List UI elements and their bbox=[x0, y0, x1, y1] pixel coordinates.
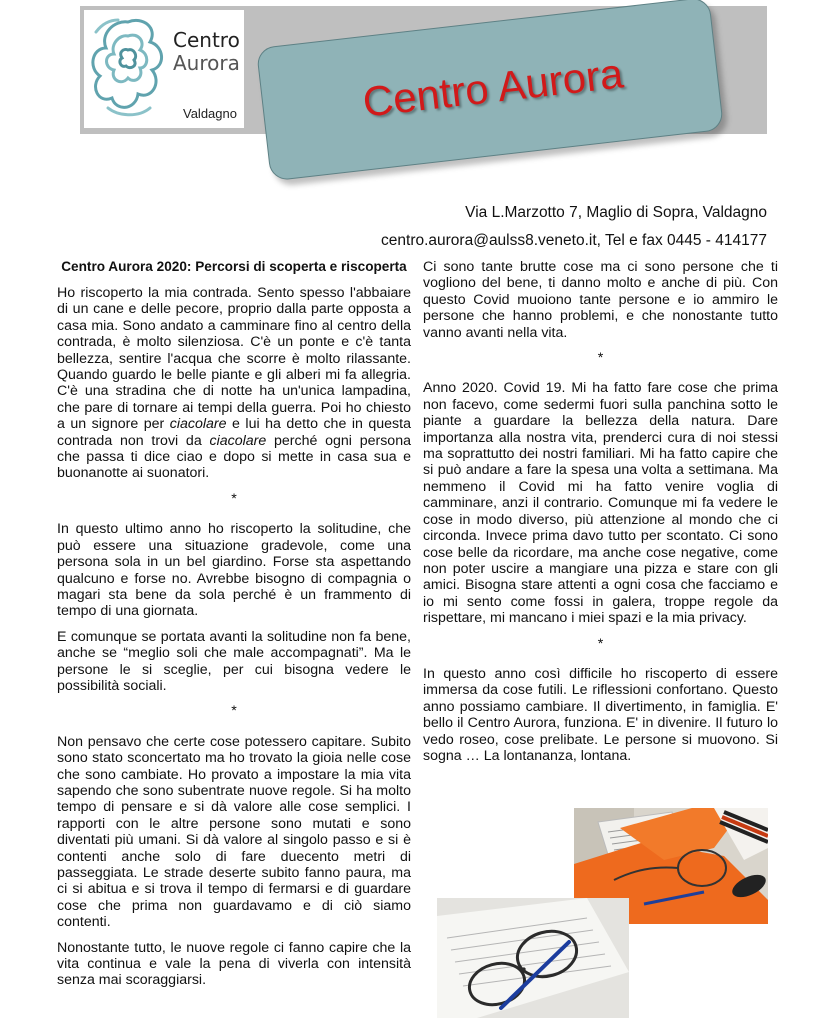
paragraph: Ci sono tante brutte cose ma ci sono persone che ti vogliono del bene, ti danno molto e anche di più. Con questo Covid muoiono tante persone e io ammiro le persone che hanno problemi, e che nonostante tutto vanno avanti nella vita. bbox=[423, 259, 778, 341]
contact-line: centro.aurora@aulss8.veneto.it, Tel e fax 0445 - 414177 bbox=[381, 232, 767, 249]
paragraph-text: Ho riscoperto la mia contrada. Sento spesso l'abbaiare di un cane e delle pecore, proprio dalla parte opposta a casa mia. Sono andato a camminare fino al centro della contrada, è molto silenziosa. C'è un ponte e c'è tanta bellezza, sentire l'acqua che scorre è molto rilassante. Quando guardo le belle piante e gli alberi mi fa allegria. C'è una stradina che di notte ha un'unica lampadina, che pare di tornare ai tempi della guerra. Poi ho chiesto a un signore per bbox=[57, 285, 411, 433]
logo-subtitle: Valdagno bbox=[183, 106, 237, 121]
logo bbox=[84, 10, 244, 128]
address-line: Via L.Marzotto 7, Maglio di Sopra, Valdagno bbox=[465, 204, 767, 221]
article-column-right bbox=[423, 259, 778, 773]
paragraph: Nonostante tutto, le nuove regole ci fanno capire che la vita continua e vale la pena di viverla con intensità senza mai scoraggiarsi. bbox=[57, 939, 411, 989]
paragraph: E comunque se portata avanti la solitudine non fa bene, anche se “meglio soli che male accompagnati”. Ma le persone le si sceglie, per cui bisogna vedere le possibilità sociali. bbox=[57, 628, 411, 694]
paragraph: In questo ultimo anno ho riscoperto la solitudine, che può essere una situazione gradevole, come una persona sola in un bel giardino. Forse sta aspettando qualcuno e forse no. Avrebbe bisogno di compagnia o magari sta bene da sola perché è un frammento di tempo di una giornata. bbox=[57, 521, 411, 620]
banner-title: Centro Aurora bbox=[360, 49, 626, 126]
article-title: Centro Aurora 2020: Percorsi di scoperta e riscoperta bbox=[61, 259, 407, 274]
logo-swirl-icon bbox=[88, 12, 170, 124]
article-column-left bbox=[57, 259, 411, 998]
logo-line1: Centro bbox=[173, 28, 240, 52]
paragraph: Anno 2020. Covid 19. Mi ha fatto fare cose che prima non facevo, come sedermi fuori sulla panchina sotto le piante a guardare la bellezza della natura. Dare importanza alla nostra vita, prenderci cura di noi stessi ma soprattutto dei nostri familiari. Mi ha fatto capire che si può andare a fare la spesa una volta a settimana. Ma nemmeno il Covid mi ha fatto venire voglia di camminare, anzi il contrario. Comunque mi fa vedere le cose in modo diverso, più attenzione al mondo che ci circonda. Invece prima davo tutto per scontato. Ci sono cose belle da ricordare, ma anche cose negative, come non poter uscire a mangiare una pizza e stare con gli amici. Bisogna stare attenti a ogni cosa che facciamo e io mi sento come fossi in galera, troppe regole da rispettare, mi mancano i miei spazi e la mia privacy. bbox=[423, 380, 778, 627]
separator: * bbox=[597, 635, 604, 652]
emphasis: ciacolare bbox=[209, 432, 267, 449]
paragraph-text: e lui ha detto che in questa contrada non trovi da bbox=[57, 416, 411, 449]
paragraph bbox=[57, 285, 411, 482]
emphasis: ciacolare bbox=[169, 416, 227, 433]
logo-wordmark bbox=[173, 30, 240, 76]
paragraph: In questo anno così difficile ho riscoperto di essere immersa da cose futili. Le riflessioni confortano. Questo anno possiamo cambiare. Il divertimento, in famiglia. E' bello il Centro Aurora, funziona. E' in divenire. Il futuro lo vedo roseo, cose prelibate. Le persone si muovono. Si sogna … La lontananza, lontana. bbox=[423, 665, 778, 764]
paragraph: Non pensavo che certe cose potessero capitare. Subito sono stato sconcertato ma ho trovato la gioia nelle cose che sono cambiate. Ho provato a impostare la mia vita sapendo che sono subentrate nuove regole. Si ha molto tempo di pensare e si dà valore alle cose semplici. I rapporti con le altre persone sono mutati e sono diventati più umani. Si dà valore al singolo passo e si è contenti anche solo di fare duecento metri di passeggiata. Le strade deserte subito fanno paura, ma ci si abitua e si trova il tempo di fermarsi e di guardare cose che prima non guardavamo e di ciò siamo contenti. bbox=[57, 733, 411, 931]
logo-line2: Aurora bbox=[173, 51, 240, 75]
separator: * bbox=[597, 350, 604, 367]
separator: * bbox=[231, 490, 237, 507]
separator: * bbox=[231, 703, 237, 720]
paragraph-text: perché ogni persona che passa ti dice ciao e dopo si mette in casa sua e buonanotte ai suonatori. bbox=[57, 432, 411, 482]
photo-glasses-papers bbox=[437, 898, 629, 1018]
